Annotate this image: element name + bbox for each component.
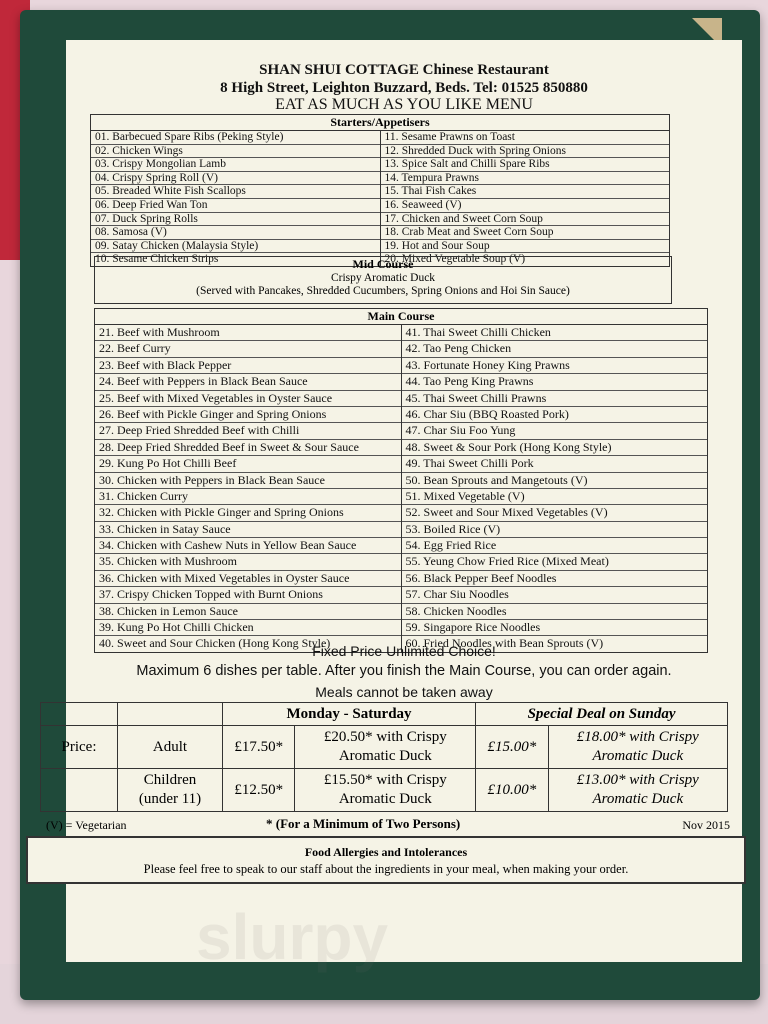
menu-item: 22. Beef Curry <box>95 341 401 357</box>
vegetarian-note: (V) = Vegetarian <box>46 818 127 832</box>
sunday-header: Special Deal on Sunday <box>476 703 728 726</box>
menu-item: 12. Shredded Duck with Spring Onions <box>381 145 670 159</box>
menu-item: 09. Satay Chicken (Malaysia Style) <box>91 240 380 254</box>
menu-item: 42. Tao Peng Chicken <box>402 341 708 357</box>
fixed-price-line: Fixed Price Unlimited Choice! <box>312 643 496 659</box>
menu-item: 02. Chicken Wings <box>91 145 380 159</box>
menu-item: 60. Fried Noodles with Bean Sprouts (V) <box>405 636 604 651</box>
menu-item: 45. Thai Sweet Chilli Prawns <box>402 391 708 407</box>
main-course-box <box>94 308 708 653</box>
menu-item: 41. Thai Sweet Chilli Chicken <box>402 325 708 341</box>
menu-item: 43. Fortunate Honey King Prawns <box>402 358 708 374</box>
menu-item: 30. Chicken with Peppers in Black Bean Sauce <box>95 473 401 489</box>
menu-item: 15. Thai Fish Cakes <box>381 185 670 199</box>
menu-item: 54. Egg Fried Rice <box>402 538 708 554</box>
main-course-left-column <box>95 325 401 652</box>
menu-item: 06. Deep Fried Wan Ton <box>91 199 380 213</box>
menu-item: 10. Sesame Chicken Strips <box>95 253 219 266</box>
allergy-text: Please feel free to speak to our staff about the ingredients in your meal, when making your order. <box>143 862 629 876</box>
menu-item: 56. Black Pepper Beef Noodles <box>402 571 708 587</box>
restaurant-name: SHAN SHUI COTTAGE Chinese Restaurant <box>259 62 549 78</box>
menu-item: 20. Mixed Vegetable Soup (V) <box>384 253 526 266</box>
starters-box <box>90 114 670 267</box>
allergy-title: Food Allergies and Intolerances <box>304 845 468 859</box>
menu-item: 05. Breaded White Fish Scallops <box>91 185 380 199</box>
menu-item: 34. Chicken with Cashew Nuts in Yellow Bean Sauce <box>95 538 401 554</box>
starters-left-column <box>91 131 380 266</box>
children-label-line: (under 11) <box>138 791 202 807</box>
menu-item: 40. Sweet and Sour Chicken (Hong Kong Style) <box>99 636 331 651</box>
starters-title: Starters/Appetisers <box>91 115 669 131</box>
price-table-blank <box>41 769 118 812</box>
menu-item: 11. Sesame Prawns on Toast <box>381 131 670 145</box>
menu-item: 50. Bean Sprouts and Mangetouts (V) <box>402 473 708 489</box>
main-course-grid <box>95 325 707 652</box>
adult-sunday-price: £15.00* <box>476 726 548 769</box>
menu-item: 49. Thai Sweet Chilli Pork <box>402 456 708 472</box>
price-line: Aromatic Duck <box>592 748 684 764</box>
menu-item: 39. Kung Po Hot Chilli Chicken <box>95 620 401 636</box>
menu-item: 16. Seaweed (V) <box>381 199 670 213</box>
menu-item: 29. Kung Po Hot Chilli Beef <box>95 456 401 472</box>
main-course-right-column <box>401 325 708 652</box>
starters-grid <box>91 131 669 266</box>
menu-item: 46. Char Siu (BBQ Roasted Pork) <box>402 407 708 423</box>
menu-item: 21. Beef with Mushroom <box>95 325 401 341</box>
child-weekday-duck-price <box>295 769 476 812</box>
menu-item: 59. Singapore Rice Noodles <box>402 620 708 636</box>
starters-right-column <box>380 131 670 266</box>
menu-title: EAT AS MUCH AS YOU LIKE MENU <box>275 96 533 113</box>
mid-course-box <box>94 256 672 304</box>
adult-label: Adult <box>118 726 223 769</box>
price-table-blank <box>41 703 118 726</box>
child-sunday-duck-price <box>548 769 727 812</box>
menu-item: 07. Duck Spring Rolls <box>91 213 380 227</box>
price-label: Price: <box>41 726 118 769</box>
menu-item: 57. Char Siu Noodles <box>402 587 708 603</box>
adult-weekday-price: £17.50* <box>223 726 295 769</box>
menu-item: 32. Chicken with Pickle Ginger and Spring Onions <box>95 505 401 521</box>
menu-date: Nov 2015 <box>682 818 730 832</box>
menu-item: 53. Boiled Rice (V) <box>402 522 708 538</box>
watermark-logo: slurpy <box>196 901 389 973</box>
menu-item: 14. Tempura Prawns <box>381 172 670 186</box>
menu-item: 44. Tao Peng King Prawns <box>402 374 708 390</box>
menu-item: 28. Deep Fried Shredded Beef in Sweet & Sour Sauce <box>95 440 401 456</box>
menu-item: 26. Beef with Pickle Ginger and Spring Onions <box>95 407 401 423</box>
menu-item: 48. Sweet & Sour Pork (Hong Kong Style) <box>402 440 708 456</box>
menu-item: 08. Samosa (V) <box>91 226 380 240</box>
menu-item: 03. Crispy Mongolian Lamb <box>91 158 380 172</box>
menu-item: 24. Beef with Peppers in Black Bean Sauce <box>95 374 401 390</box>
menu-item: 52. Sweet and Sour Mixed Vegetables (V) <box>402 505 708 521</box>
menu-page <box>46 40 742 973</box>
max-dishes-line: Maximum 6 dishes per table. After you finish the Main Course, you can order again. <box>136 663 672 679</box>
weekday-header: Monday - Saturday <box>223 703 476 726</box>
price-table <box>40 702 728 812</box>
takeaway-line: Meals cannot be taken away <box>315 684 493 700</box>
price-line: Aromatic Duck <box>592 791 684 807</box>
menu-item: 25. Beef with Mixed Vegetables in Oyster Sauce <box>95 391 401 407</box>
menu-item: 36. Chicken with Mixed Vegetables in Oyster Sauce <box>95 571 401 587</box>
children-label-line: Children <box>143 772 197 788</box>
child-weekday-price: £12.50* <box>223 769 295 812</box>
menu-item: 13. Spice Salt and Chilli Spare Ribs <box>381 158 670 172</box>
children-label <box>118 769 223 812</box>
menu-item: 47. Char Siu Foo Yung <box>402 423 708 439</box>
price-table-blank <box>118 703 223 726</box>
restaurant-address: 8 High Street, Leighton Buzzard, Beds. Tel: 01525 850880 <box>220 80 588 96</box>
menu-item: 55. Yeung Chow Fried Rice (Mixed Meat) <box>402 554 708 570</box>
price-line: £15.50* with Crispy <box>323 772 447 788</box>
allergy-notice <box>26 836 746 884</box>
price-line: £13.00* with Crispy <box>576 772 699 788</box>
menu-item: 17. Chicken and Sweet Corn Soup <box>381 213 670 227</box>
menu-item: 58. Chicken Noodles <box>402 604 708 620</box>
price-line: £20.50* with Crispy <box>323 729 447 745</box>
menu-item: 23. Beef with Black Pepper <box>95 358 401 374</box>
menu-item: 33. Chicken in Satay Sauce <box>95 522 401 538</box>
menu-item: 37. Crispy Chicken Topped with Burnt Onions <box>95 587 401 603</box>
menu-item: 01. Barbecued Spare Ribs (Peking Style) <box>91 131 380 145</box>
menu-item: 04. Crispy Spring Roll (V) <box>91 172 380 186</box>
price-line: £18.00* with Crispy <box>576 729 699 745</box>
minimum-note: * (For a Minimum of Two Persons) <box>266 816 461 831</box>
menu-item: 19. Hot and Sour Soup <box>381 240 670 254</box>
child-sunday-price: £10.00* <box>476 769 548 812</box>
mid-course-title: Mid Course <box>352 257 414 271</box>
adult-weekday-duck-price <box>295 726 476 769</box>
price-line: Aromatic Duck <box>338 791 432 807</box>
menu-item: 31. Chicken Curry <box>95 489 401 505</box>
main-course-title: Main Course <box>95 309 707 325</box>
menu-item: 27. Deep Fried Shredded Beef with Chilli <box>95 423 401 439</box>
menu-item: 18. Crab Meat and Sweet Corn Soup <box>381 226 670 240</box>
menu-item: 51. Mixed Vegetable (V) <box>402 489 708 505</box>
menu-item: 35. Chicken with Mushroom <box>95 554 401 570</box>
menu-item: 38. Chicken in Lemon Sauce <box>95 604 401 620</box>
mid-course-note: (Served with Pancakes, Shredded Cucumbers, Spring Onions and Hoi Sin Sauce) <box>196 285 570 297</box>
mid-course-item: Crispy Aromatic Duck <box>330 272 436 284</box>
price-line: Aromatic Duck <box>338 748 432 764</box>
adult-sunday-duck-price <box>548 726 727 769</box>
